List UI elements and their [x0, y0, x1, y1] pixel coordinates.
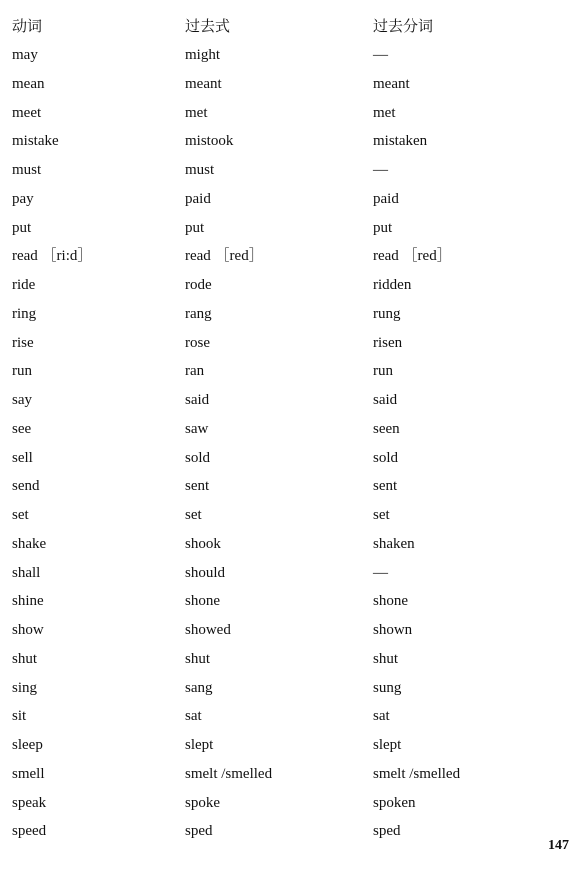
table-row — [12, 559, 552, 588]
past-participle-cell: sent — [373, 478, 398, 495]
verb-table — [12, 41, 552, 846]
verb-cell: meet — [12, 104, 42, 121]
table-row — [12, 645, 552, 674]
past-tense-cell: showed — [185, 622, 231, 638]
past-tense-cell: said — [185, 392, 210, 408]
past-participle-cell: meant — [373, 75, 410, 92]
past-participle-cell: slept — [373, 737, 402, 753]
past-tense-cell: shone — [185, 593, 220, 610]
past-tense-cell: rose — [185, 334, 210, 351]
table-row — [12, 357, 552, 386]
past-tense-cell: mistook — [185, 133, 234, 150]
verb-cell: set — [12, 507, 29, 523]
past-participle-cell: shut — [373, 650, 399, 667]
past-tense-cell: meant — [185, 75, 222, 92]
verb-cell: shall — [12, 564, 41, 581]
verb-cell: run — [12, 363, 32, 380]
past-tense-cell: saw — [185, 420, 209, 437]
past-participle-cell: read ［red］ — [373, 248, 452, 265]
table-row — [12, 329, 552, 358]
past-tense-cell: smelt /smelled — [185, 765, 273, 782]
table-row — [12, 300, 552, 329]
past-participle-cell: sat — [373, 708, 390, 725]
past-participle-cell: spoken — [373, 794, 416, 811]
table-row — [12, 99, 552, 128]
past-participle-cell: mistaken — [373, 133, 428, 150]
past-participle-cell: met — [373, 104, 396, 121]
verb-cell: must — [12, 162, 42, 178]
past-participle-cell: ridden — [373, 277, 412, 293]
past-participle-cell: smelt /smelled — [373, 765, 461, 782]
verb-cell: ring — [12, 305, 37, 322]
past-participle-cell: shaken — [373, 535, 415, 552]
verb-cell: sell — [12, 449, 33, 466]
past-tense-cell: sat — [185, 708, 202, 725]
past-tense-cell: sang — [185, 679, 213, 696]
past-tense-cell: rang — [185, 305, 212, 322]
table-row — [12, 156, 552, 185]
table-row — [12, 760, 552, 789]
past-tense-cell: spoke — [185, 794, 220, 811]
verb-cell: mistake — [12, 133, 59, 150]
past-participle-cell: said — [373, 392, 398, 408]
past-participle-cell: paid — [373, 190, 399, 207]
table-row — [12, 242, 552, 271]
past-tense-cell: put — [185, 219, 205, 236]
past-participle-cell: shown — [373, 622, 413, 638]
past-tense-cell: slept — [185, 737, 214, 753]
past-participle-cell: shone — [373, 593, 408, 610]
past-tense-cell: sent — [185, 478, 210, 495]
past-tense-cell: met — [185, 104, 208, 121]
past-participle-cell: rung — [373, 305, 401, 322]
table-row — [12, 472, 552, 501]
past-tense-cell: read ［red］ — [185, 248, 264, 265]
past-tense-cell: set — [185, 507, 202, 523]
past-participle-cell: sung — [373, 679, 402, 696]
header-past-participle: 过去分词 — [373, 17, 434, 35]
past-tense-cell: sold — [185, 449, 211, 466]
table-row — [12, 271, 552, 300]
table-row — [12, 674, 552, 703]
past-participle-cell: set — [373, 507, 390, 523]
verb-cell: sing — [12, 679, 38, 696]
past-tense-cell: ran — [185, 363, 205, 380]
verb-cell: put — [12, 219, 32, 236]
table-header — [12, 14, 552, 38]
table-row — [12, 501, 552, 530]
past-participle-cell: — — [373, 47, 388, 63]
verb-cell: send — [12, 478, 40, 495]
verb-cell: pay — [12, 190, 34, 207]
past-tense-cell: might — [185, 47, 221, 63]
verb-cell: mean — [12, 75, 45, 92]
page-number: 147 — [548, 838, 569, 853]
past-participle-cell: sold — [373, 449, 399, 466]
past-tense-cell: must — [185, 162, 215, 178]
past-participle-cell: — — [373, 162, 388, 178]
header-verb: 动词 — [12, 17, 43, 35]
verb-cell: read ［ri:d］ — [12, 248, 93, 265]
table-row — [12, 702, 552, 731]
table-row — [12, 214, 552, 243]
past-tense-cell: paid — [185, 190, 211, 207]
verb-cell: rise — [12, 334, 34, 351]
verb-cell: sleep — [12, 737, 43, 753]
table-row — [12, 127, 552, 156]
table-row — [12, 616, 552, 645]
table-row — [12, 530, 552, 559]
verb-cell: say — [12, 392, 32, 408]
verb-cell: sit — [12, 708, 27, 725]
verb-cell: shine — [12, 593, 44, 610]
past-participle-cell: put — [373, 219, 393, 236]
past-participle-cell: risen — [373, 334, 403, 351]
table-row — [12, 185, 552, 214]
past-tense-cell: should — [185, 564, 226, 581]
past-tense-cell: shut — [185, 650, 211, 667]
header-past-tense: 过去式 — [185, 17, 231, 35]
past-tense-cell: rode — [185, 277, 212, 293]
table-row — [12, 70, 552, 99]
past-tense-cell: sped — [185, 823, 213, 840]
table-row — [12, 444, 552, 473]
table-row — [12, 587, 552, 616]
table-row — [12, 386, 552, 415]
table-row — [12, 415, 552, 444]
verb-cell: show — [12, 622, 44, 638]
table-row — [12, 789, 552, 818]
verb-cell: see — [12, 420, 32, 437]
past-participle-cell: seen — [373, 420, 400, 437]
verb-cell: may — [12, 47, 38, 63]
verb-cell: shut — [12, 650, 38, 667]
past-participle-cell: run — [373, 363, 393, 380]
table-row — [12, 731, 552, 760]
past-participle-cell: — — [373, 564, 388, 581]
table-row — [12, 817, 552, 846]
past-tense-cell: shook — [185, 535, 221, 552]
verb-cell: speed — [12, 823, 47, 840]
past-participle-cell: sped — [373, 823, 401, 840]
table-row — [12, 41, 552, 70]
verb-cell: speak — [12, 794, 47, 811]
verb-cell: smell — [12, 765, 45, 782]
verb-cell: ride — [12, 277, 36, 293]
verb-cell: shake — [12, 535, 47, 552]
